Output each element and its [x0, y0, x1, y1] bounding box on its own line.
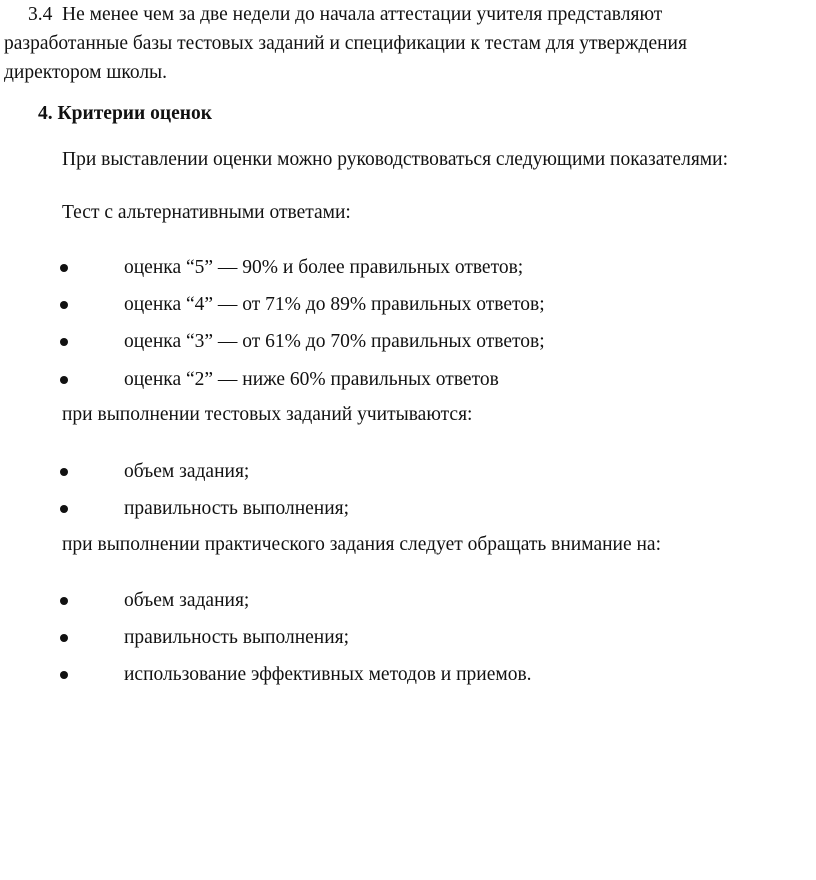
bullet-icon [60, 671, 68, 679]
bullet-icon [60, 634, 68, 642]
paragraph-3-4-line-1 [28, 5, 662, 25]
list-item-text: оценка “3” — от 61% до 70% правильных ответов; [124, 331, 545, 352]
list-item-text: оценка “2” — ниже 60% правильных ответов [124, 369, 499, 390]
list-item-text: объем задания; [124, 590, 250, 611]
bullet-icon [60, 376, 68, 384]
intro-text: При выставлении оценки можно руководствоваться следующими показателями: [62, 149, 728, 170]
paragraph-number: 3.4 [28, 4, 53, 25]
bullet-icon [60, 468, 68, 476]
test-title: Тест с альтернативными ответами: [62, 202, 351, 223]
list-item-text: оценка “5” — 90% и более правильных ответов; [124, 257, 524, 278]
list-item-text: правильность выполнения; [124, 627, 350, 648]
test-tasks-title: при выполнении тестовых заданий учитываются: [62, 404, 473, 425]
list-item-text: использование эффективных методов и приемов. [124, 664, 532, 685]
paragraph-3-4-line-3: директором школы. [4, 62, 168, 83]
list-item-text: правильность выполнения; [124, 498, 350, 519]
paragraph-3-4-line-2: разработанные базы тестовых заданий и спецификации к тестам для утверждения [4, 33, 687, 54]
bullet-icon [60, 301, 68, 309]
practical-title: при выполнении практического задания следует обращать внимание на: [62, 534, 662, 555]
list-item-text: оценка “4” — от 71% до 89% правильных ответов; [124, 294, 545, 315]
list-item-text: объем задания; [124, 461, 250, 482]
section-heading: 4. Критерии оценок [38, 103, 213, 124]
bullet-icon [60, 338, 68, 346]
bullet-icon [60, 264, 68, 272]
paragraph-text-line-1: Не менее чем за две недели до начала аттестации учителя представляют [62, 4, 663, 25]
bullet-icon [60, 597, 68, 605]
bullet-icon [60, 505, 68, 513]
